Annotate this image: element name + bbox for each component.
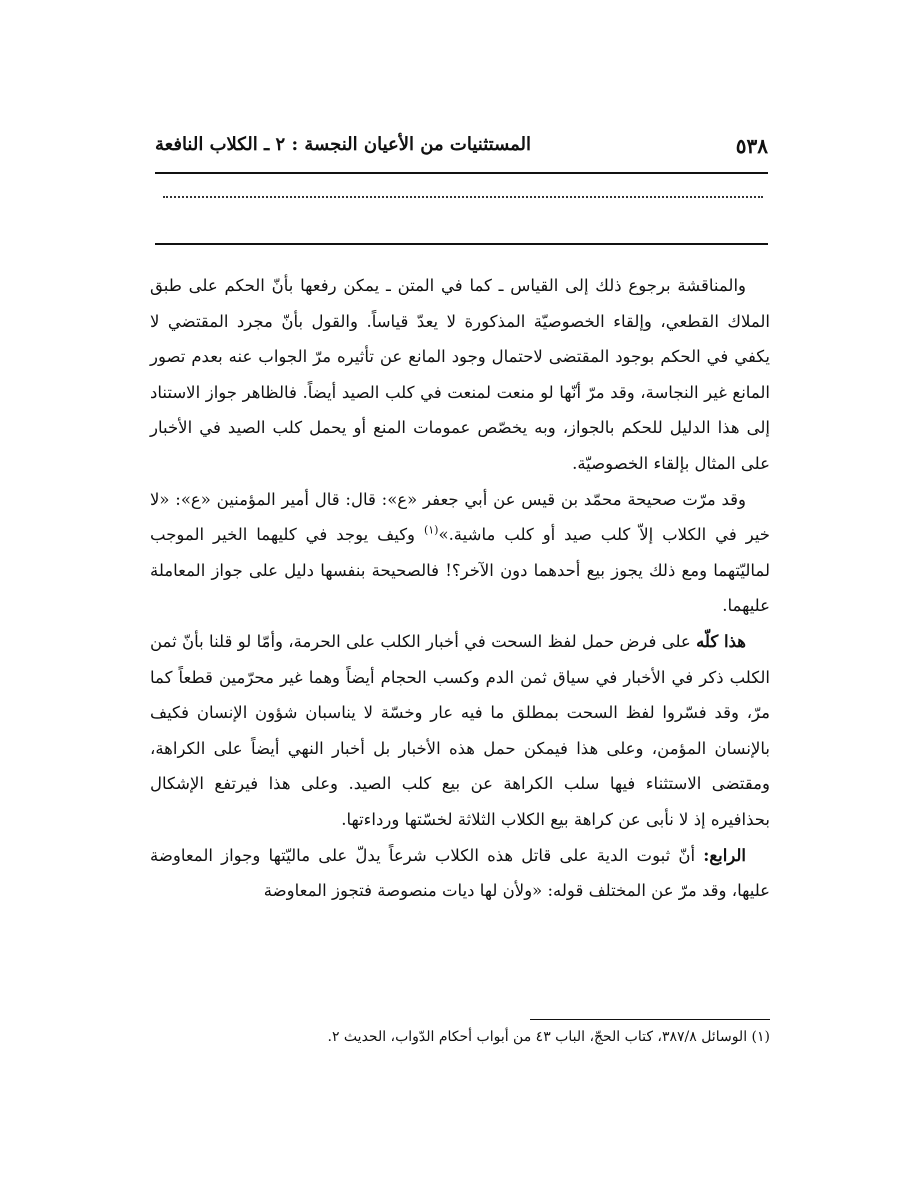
footnote-rule — [530, 1019, 770, 1020]
body-text — [150, 268, 770, 909]
paragraph-3-text: على فرض حمل لفظ السحت في أخبار الكلب على الحرمة، وأمّا لو قلنا بأنّ ثمن الكلب ذكر في الأخبار في سياق ثمن الدم وكسب الحجام أيضاً وهما غير محرّمين قطعاً كما مرّ، وقد فسّروا لفظ السحت بمطلق ما فيه عار وخسّة لا يناسبان شؤون الإنسان فكيف بالإنسان المؤمن، وعلى هذا فيمكن حمل هذه الأخبار بل أخبار النهي أيضاً على الكراهة، ومقتضى الاستثناء فيها سلب الكراهة عن بيع كلب الصيد. وعلى هذا فيرتفع الإشكال بحذافيره إذ لا نأبى عن كراهة بيع الكلاب الثلاثة لخسّتها ورداءتها. — [150, 631, 770, 829]
paragraph-3 — [150, 624, 770, 838]
page-number: ٥٣٨ — [735, 134, 768, 158]
header-title: المستثنيات من الأعيان النجسة : ٢ ـ الكلاب النافعة — [155, 134, 532, 155]
paragraph-4-lead: الرابع: — [703, 845, 746, 865]
paragraph-2-text-after: وكيف يوجد في كليهما الخير الموجب لماليّتهما ومع ذلك يجوز بيع أحدهما دون الآخر؟! فالصحيحة بنفسها دليل على جواز المعاملة عليهما. — [150, 525, 770, 616]
paragraph-4-text: أنّ ثبوت الدية على قاتل هذه الكلاب شرعاً يدلّ على ماليّتها وجواز المعاوضة عليها، وقد مرّ عن المختلف قوله: «ولأن لها ديات منصوصة فتجوز المعاوضة — [150, 845, 770, 901]
running-header — [155, 134, 768, 170]
dotted-separator — [163, 196, 763, 198]
section-rule — [155, 243, 768, 245]
footnote: (١) الوسائل ٣٨٧/٨، كتاب الحجّ، الباب ٤٣ من أبواب أحكام الدّواب، الحديث ٢. — [327, 1029, 770, 1045]
paragraph-2-text-before: وقد مرّت صحيحة محمّد بن قيس عن أبي جعفر «ع»: قال: قال أمير المؤمنين «ع»: «لا خير في الكلاب إلاّ كلب صيد أو كلب ماشية.» — [150, 489, 770, 545]
paragraph-1: والمناقشة برجوع ذلك إلى القياس ـ كما في المتن ـ يمكن رفعها بأنّ الحكم على طبق الملاك القطعي، وإلقاء الخصوصيّة المذكورة لا يعدّ قياساً. والقول بأنّ مجرد المقتضي لا يكفي في الحكم بوجود المقتضى لاحتمال وجود المانع عن تأثيره مرّ الجواب عنه بعدم تصور المانع غير النجاسة، وقد مرّ أنّها لو منعت لمنعت في كلب الصيد أيضاً. فالظاهر جواز الاستناد إلى هذا الدليل للحكم بالجواز، وبه يخصّص عمومات المنع أو يحمل كلب الصيد في الأخبار على المثال بإلقاء الخصوصيّة. — [150, 276, 770, 473]
paragraph-2 — [150, 482, 770, 624]
paragraph-4 — [150, 838, 770, 909]
footnote-reference: (١) — [423, 523, 439, 537]
header-rule — [155, 172, 768, 174]
paragraph-3-lead: هذا كلّه — [696, 631, 746, 651]
